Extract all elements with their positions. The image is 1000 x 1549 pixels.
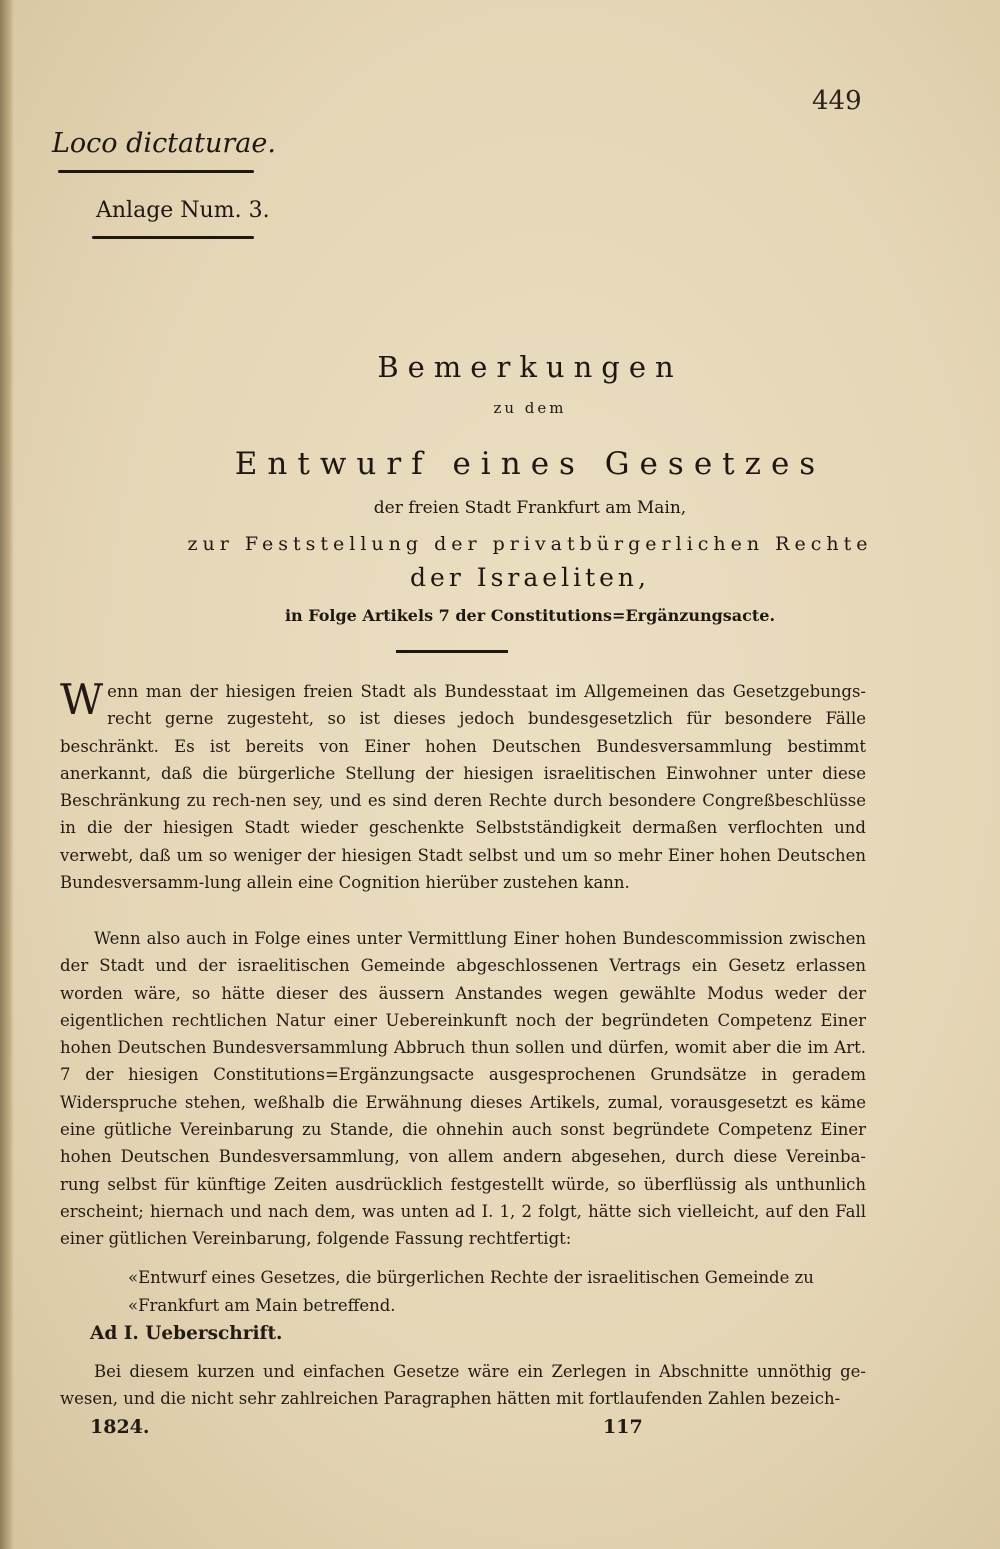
- paragraph-1-text: Wenn man der hiesigen freien Stadt als Bundesstaat im Allgemeinen das Gesetzgebungs-recht gerne zugesteht, so ist dieses jedoch bundesgesetzlich für besondere Fälle beschränkt. Es ist bereits von Einer hohen Deutschen Bundesversammlung bestimmt anerkannt, daß die bürgerliche Stellung der hiesigen israelitischen Einwohner unter diese Beschränkung zu rech-nen sey, und es sind deren Rechte durch besondere Congreßbeschlüsse in die der hiesigen Stadt wieder geschenkte Selbstständigkeit dermaßen verflochten und verwebt, daß um so weniger der hiesigen Stadt selbst und um so mehr Einer hohen Deutschen Bundesversamm-lung allein eine Cognition hierüber zustehen kann.: [60, 675, 866, 893]
- ornamental-rule: [58, 170, 254, 173]
- paragraph-3: [60, 1358, 866, 1413]
- ornamental-rule: [92, 236, 254, 239]
- quote-block: [128, 1264, 866, 1320]
- section-divider: [396, 650, 508, 653]
- footer-signature: 117: [603, 1416, 643, 1438]
- heading-italic: Loco dictaturae.: [52, 128, 276, 159]
- title-line-4: der freien Stadt Frankfurt am Main,: [373, 498, 687, 518]
- anlage-label: Anlage Num. 3.: [96, 198, 270, 223]
- title-line-7: in Folge Artikels 7 der Constitutions=Ergänzungsacte.: [284, 606, 776, 625]
- paragraph-3-text: Bei diesem kurzen und einfachen Gesetze wäre ein Zerlegen in Abschnitte unnöthig ge-wesen, und die nicht sehr zahlreichen Paragraphen hätten mit fortlaufenden Zahlen bezeich-: [60, 1362, 866, 1409]
- title-line-2: zu dem: [493, 399, 567, 417]
- paragraph-2-text: Wenn also auch in Folge eines unter Vermittlung Einer hohen Bundescommission zwischen der Stadt und der israelitischen Gemeinde abgeschlossenen Vertrags ein Gesetz erlassen worden wäre, so hätte dieser des äussern Anstandes wegen gewählte Modus weder der eigentlichen rechtlichen Natur einer Uebereinkunft noch der begründeten Competenz Einer hohen Deutschen Bundesversammlung Abbruch thun sollen und dürfen, womit aber die im Art. 7 der hiesigen Constitutions=Ergänzungsacte ausgesprochenen Grundsätze in geradem Widerspruche stehen, weßhalb die Erwähnung dieses Artikels, zumal, vorausgesetzt es käme eine gütliche Vereinbarung zu Stande, die ohnehin auch sonst begründete Competenz Einer hohen Deutschen Bundesversammlung, von allem andern abgesehen, durch diese Vereinba-rung selbst für künftige Zeiten ausdrücklich festgestellt würde, so überflüssig als unthunlich erscheint; hiernach und nach dem, was unten ad I. 1, 2 folgt, hätte sich vielleicht, auf den Fall einer gütlichen Vereinbarung, folgende Fassung rechtfertigt:: [60, 929, 866, 1249]
- page-edge: [0, 0, 14, 1549]
- quote-line-1: «Entwurf eines Gesetzes, die bürgerlichen Rechte der israelitischen Gemeinde zu: [128, 1268, 814, 1287]
- paragraph-2: [60, 925, 866, 1253]
- footer-year: 1824.: [90, 1416, 150, 1438]
- paragraph-1: [60, 675, 866, 896]
- ad-heading: Ad I. Ueberschrift.: [90, 1323, 283, 1344]
- title-line-5: zur Feststellung der privatbürgerlichen Rechte: [187, 533, 873, 555]
- page-number: 449: [812, 86, 862, 116]
- title-line-3: Entwurf eines Gesetzes: [234, 446, 826, 482]
- quote-line-2: «Frankfurt am Main betreffend.: [128, 1296, 396, 1315]
- title-line-1: Bemerkungen: [377, 350, 683, 384]
- title-line-6: der Israeliten,: [410, 563, 650, 592]
